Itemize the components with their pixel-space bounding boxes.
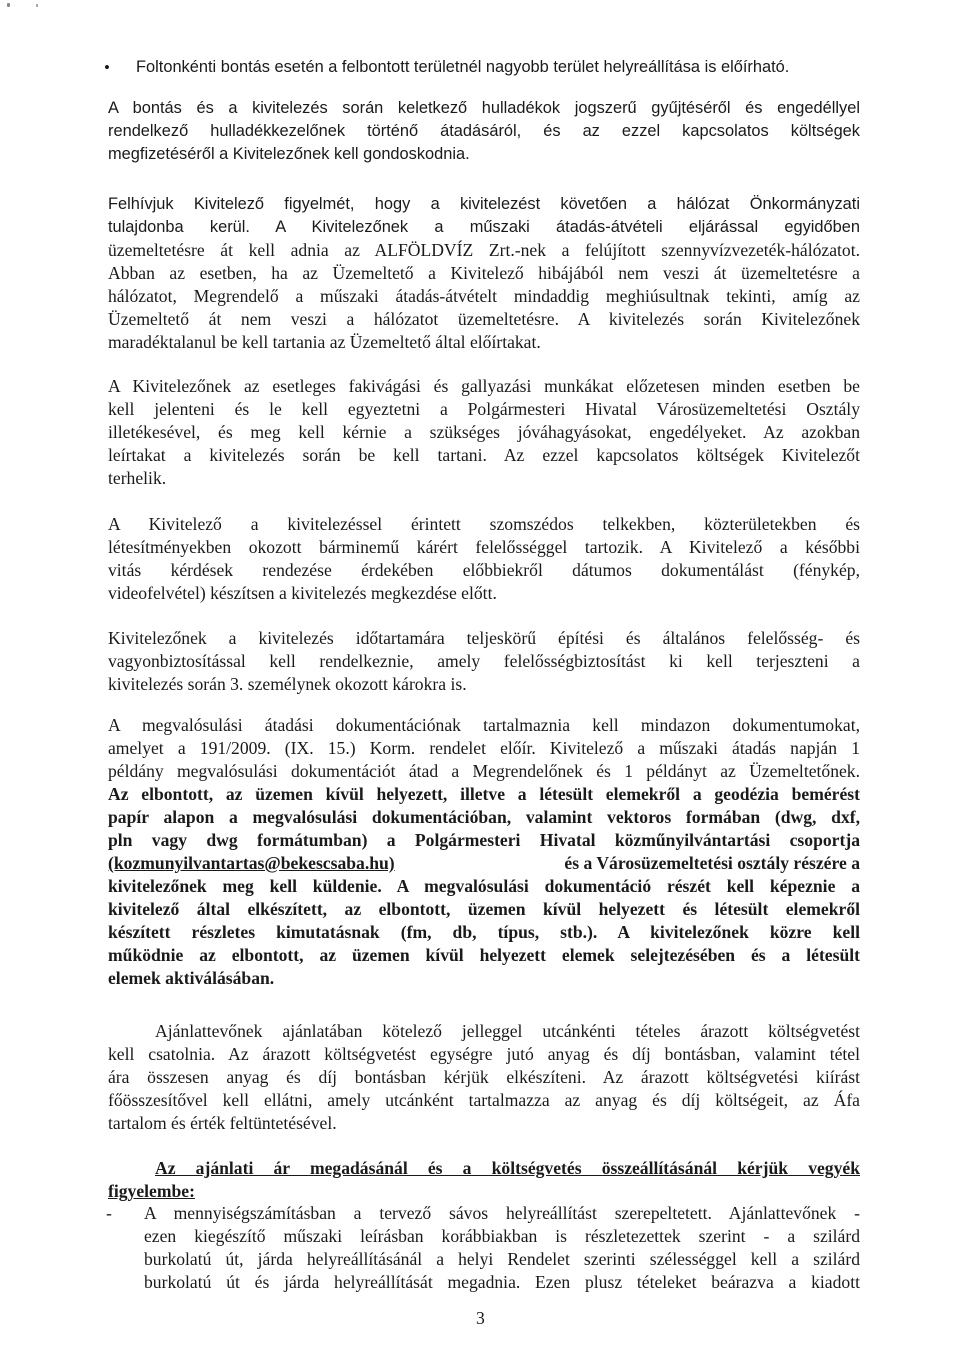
paragraph-network-handover xyxy=(108,193,860,354)
text-line: tulajdonba kerül. A Kivitelezőnek a műszaki átadás-átvételi eljárással egyidőben xyxy=(108,218,860,236)
text-line: papír alapon a megvalósulási dokumentációban, valamint vektoros formában (dwg, dxf, xyxy=(108,807,860,827)
dash-list-item xyxy=(108,1202,860,1294)
text-line: A Kivitelező a kivitelezéssel érintett szomszédos telkekben, közterületekben és xyxy=(108,514,860,534)
text-line: készített részletes kimutatásnak (fm, db, típus, stb.). A kivitelezőnek közre kell xyxy=(108,922,860,942)
text-line: A bontás és a kivitelezés során keletkező hulladékok jogszerű gyűjtéséről és engedéllyel xyxy=(108,99,860,117)
dash-marker: - xyxy=(106,1203,112,1223)
text-line: Ajánlattevőnek ajánlatában kötelező jelleggel utcánkénti tételes árazott költségvetést xyxy=(155,1021,860,1041)
scan-artifact xyxy=(7,3,10,7)
text-line: illetékesével, és meg kell kérnie a szükséges jóváhagyásokat, engedélyeket. Az azokban xyxy=(108,422,860,442)
text-line: főösszesítővel kell ellátni, amely utcánként tartalmazza az anyag és díj költségeit, az Áfa xyxy=(108,1090,860,1110)
text-line: létesítményekben okozott bárminemű kárért felelősséggel tartozik. A Kivitelező a későbbi xyxy=(108,537,860,557)
text-line: pln vagy dwg formátumban) a Polgármesteri Hivatal közműnyilvántartási csoportja xyxy=(108,830,860,850)
paragraph-waste xyxy=(108,97,860,166)
text-line: kivitelezés során 3. személynek okozott károkra is. xyxy=(108,674,467,694)
text-line: maradéktalanul be kell tartania az Üzemeltető által előírtakat. xyxy=(108,332,541,352)
paragraph-tree-felling xyxy=(108,375,860,490)
text-line: terhelik. xyxy=(108,468,167,488)
heading-line: figyelembe: xyxy=(108,1181,195,1201)
heading-line: Az ajánlati ár megadásánál és a költségvetés összeállításánál kérjük vegyék xyxy=(155,1158,860,1178)
text-line: A megvalósulási átadási dokumentációnak tartalmaznia kell mindazon dokumentumokat, xyxy=(108,715,860,735)
text-line: rendelkező hulladékkezelőnek történő átadásáról, és az ezzel kapcsolatos költségek xyxy=(108,122,860,140)
text-line: példány megvalósulási dokumentációt átad a Megrendelőnek és 1 példányt az Üzemeltetőnek. xyxy=(108,761,860,781)
text-line-email xyxy=(108,852,860,875)
text-fragment: és a Városüzemeltetési osztály részére a xyxy=(564,853,860,873)
bullet-marker: • xyxy=(104,58,110,77)
text-line: kivitelező által elkészített, az elbontott, üzemen kívül helyezett és létesült elemekről xyxy=(108,899,860,919)
text-line: A Kivitelezőnek az esetleges fakivágási és gallyazási munkákat előzetesen minden esetben be xyxy=(108,376,860,396)
text-line: tartalom és érték feltüntetésével. xyxy=(108,1113,337,1133)
text-line: videofelvétel) készítsen a kivitelezés megkezdése előtt. xyxy=(108,583,497,603)
text-line: Felhívjuk Kivitelező figyelmét, hogy a kivitelezést követően a hálózat Önkormányzati xyxy=(108,195,860,213)
text-line: hálózatot, Megrendelő a műszaki átadás-átvételt mindaddig meghiúsultnak tekinti, amíg az xyxy=(108,286,860,306)
text-line: burkolatú út, járda helyreállításánál a helyi Rendelet szerinti szélességgel kell a szilárd xyxy=(144,1249,860,1269)
text-line: Kivitelezőnek a kivitelezés időtartamára teljeskörű építési és általános felelősség- és xyxy=(108,628,860,648)
text-line: megfizetéséről a Kivitelezőnek kell gondoskodnia. xyxy=(108,145,470,163)
text-line: amelyet a 191/2009. (IX. 15.) Korm. rendelet előír. Kivitelező a műszaki átadás napján 1 xyxy=(108,738,860,758)
text-line: kivitelezőnek meg kell küldenie. A megvalósulási dokumentáció részét kell képeznie a xyxy=(108,876,860,896)
text-line: ára összesen anyag és díj bontásban kérjük elkészíteni. Az árazott költségvetési kiírást xyxy=(108,1067,860,1087)
email-link[interactable]: (kozmunyilvantartas@bekescsaba.hu) xyxy=(108,853,395,873)
text-line: Abban az esetben, ha az Üzemeltető a Kivitelező hibájából nem veszi át üzemeltetésre a xyxy=(108,263,860,283)
section-heading xyxy=(108,1157,860,1203)
text-line: üzemeltetésre át kell adnia az ALFÖLDVÍZ Zrt.-nek a felújított szennyvízvezeték-hálózatot. xyxy=(108,240,860,260)
text-line: kell csatolnia. Az árazott költségvetést egységre jutó anyag és díj bontásban, valamint tétel xyxy=(108,1044,860,1064)
paragraph-cost-estimate xyxy=(108,1020,860,1135)
text-line: ezen kiegészítő műszaki leírásban korábbiakban is részletezettek szerint - a szilárd xyxy=(144,1226,860,1246)
text-line: Az elbontott, az üzemen kívül helyezett, illetve a létesült elemekről a geodézia bemérést xyxy=(108,784,860,804)
text-line: működnie az elbontott, az üzemen kívül helyezett elemek selejtezésében és a létesült xyxy=(108,945,860,965)
text-line: elemek aktiválásában. xyxy=(108,968,275,988)
page-number: 3 xyxy=(476,1308,485,1328)
text-line: leírtakat a kivitelezés során be kell tartani. Az ezzel kapcsolatos költségek Kivitelezőt xyxy=(108,445,860,465)
paragraph-insurance xyxy=(108,627,860,696)
paragraph-documentation xyxy=(108,714,860,990)
text-line: vagyonbiztosítással kell rendelkeznie, amely felelősségbiztosítást ki kell terjeszteni a xyxy=(108,651,860,671)
scan-artifact xyxy=(36,4,38,7)
text-line: A mennyiségszámításban a tervező sávos helyreállítást szerepeltetett. Ajánlattevőnek - xyxy=(144,1203,860,1223)
paragraph-liability xyxy=(108,513,860,605)
bullet-text: Foltonkénti bontás esetén a felbontott területnél nagyobb terület helyreállítása is előírható. xyxy=(136,58,790,76)
bullet-item xyxy=(104,56,860,79)
text-line: kell jelenteni és le kell egyeztetni a Polgármesteri Hivatal Városüzemeltetési Osztály xyxy=(108,399,860,419)
text-line: Üzemeltető át nem veszi a hálózatot üzemeltetésre. A kivitelezés során Kivitelezőnek xyxy=(108,309,860,329)
text-line: burkolatú út és járda helyreállítását megadnia. Ezen plusz tételeket beárazva a kiadott xyxy=(144,1272,860,1292)
text-line: vitás kérdések rendezése érdekében előbbiekről dátumos dokumentálást (fénykép, xyxy=(108,560,860,580)
